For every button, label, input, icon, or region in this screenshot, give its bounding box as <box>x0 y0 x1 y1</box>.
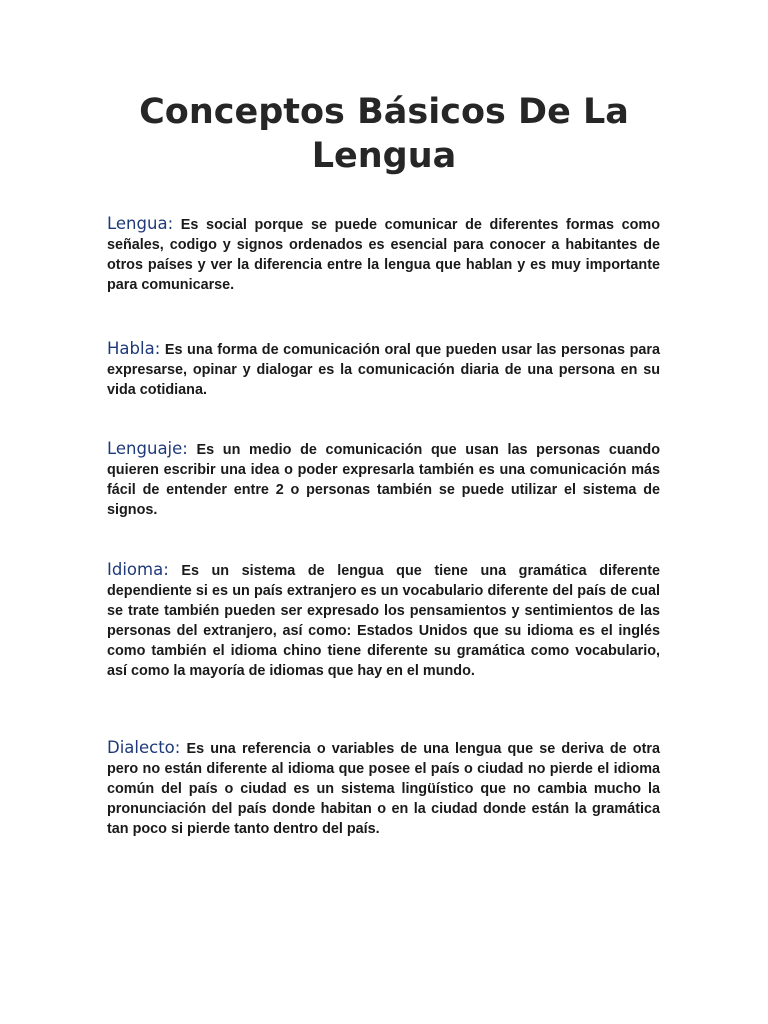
page-title: Conceptos Básicos De La Lengua <box>139 92 629 176</box>
term-idioma: Idioma <box>107 560 164 579</box>
section-lengua: Lengua: Es social porque se puede comunicar de diferentes formas como señales, codigo y signos ordenados es esencial para conocer a habitantes de otros países y ver la diferencia entre la lengua que hablan y es muy importante para comunicarse. <box>107 214 661 293</box>
definition-lenguaje: Es un medio de comunicación que usan las personas cuando quieren escribir una idea o poder expresarla también es una comunicación más fácil de entender entre 2 o personas también se puede utilizar el sistema de signos. <box>107 442 660 518</box>
term-habla: Habla <box>107 339 155 358</box>
section-dialecto: Dialecto: Es una referencia o variables de una lengua que se deriva de otra pero no están diferente al idioma que posee el país o ciudad no pierde el idioma común del país o ciudad es un sistema lingüístico que no cambia mucho la pronunciación del país donde habitan o en la ciudad donde están la gramática tan poco si pierde tanto dentro del país. <box>107 738 660 837</box>
definition-habla: Es una forma de comunicación oral que pueden usar las personas para expresarse, opinar y dialogar es la comunicación diaria de una persona en su vida cotidiana. <box>107 342 660 398</box>
section-lenguaje: Lenguaje: Es un medio de comunicación que usan las personas cuando quieren escribir una idea o poder expresarla también es una comunicación más fácil de entender entre 2 o personas también se puede utilizar el sistema de signos. <box>107 439 660 518</box>
section-habla: Habla: Es una forma de comunicación oral que pueden usar las personas para expresarse, opinar y dialogar es la comunicación diaria de una persona en su vida cotidiana. <box>107 339 660 398</box>
definition-lengua: Es social porque se puede comunicar de diferentes formas como señales, codigo y signos ordenados es esencial para conocer a habitantes de otros países y ver la diferencia entre la lengua que hablan y es muy importante para comunicarse. <box>107 217 661 293</box>
definition-dialecto: Es una referencia o variables de una lengua que se deriva de otra pero no están diferente al idioma que posee el país o ciudad no pierde el idioma común del país o ciudad es un sistema lingüístico que no cambia mucho la pronunciación del país donde habitan o en la ciudad donde están la gramática tan poco si pierde tanto dentro del país. <box>107 741 660 837</box>
section-idioma: Idioma: Es un sistema de lengua que tiene una gramática diferente dependiente si es un país extranjero es un vocabulario diferente del país de cual se trate también pueden ser expresado los pensamientos y sentimientos de las personas del extranjero, así como: Estados Unidos que su idioma es el inglés como también el idioma chino tiene diferente su gramática como vocabulario, así como la mayoría de idiomas que hay en el mundo. <box>107 560 660 679</box>
definition-idioma: Es un sistema de lengua que tiene una gramática diferente dependiente si es un país extranjero es un vocabulario diferente del país de cual se trate también pueden ser expresado los pensamientos y sentimientos de las personas del extranjero, así como: Estados Unidos que su idioma es el inglés como también el idioma chino tiene diferente su gramática como vocabulario, así como la mayoría de idiomas que hay en el mundo. <box>107 563 660 679</box>
term-lengua: Lengua <box>107 214 168 233</box>
term-dialecto: Dialecto <box>107 738 175 757</box>
term-lenguaje: Lenguaje <box>107 439 183 458</box>
